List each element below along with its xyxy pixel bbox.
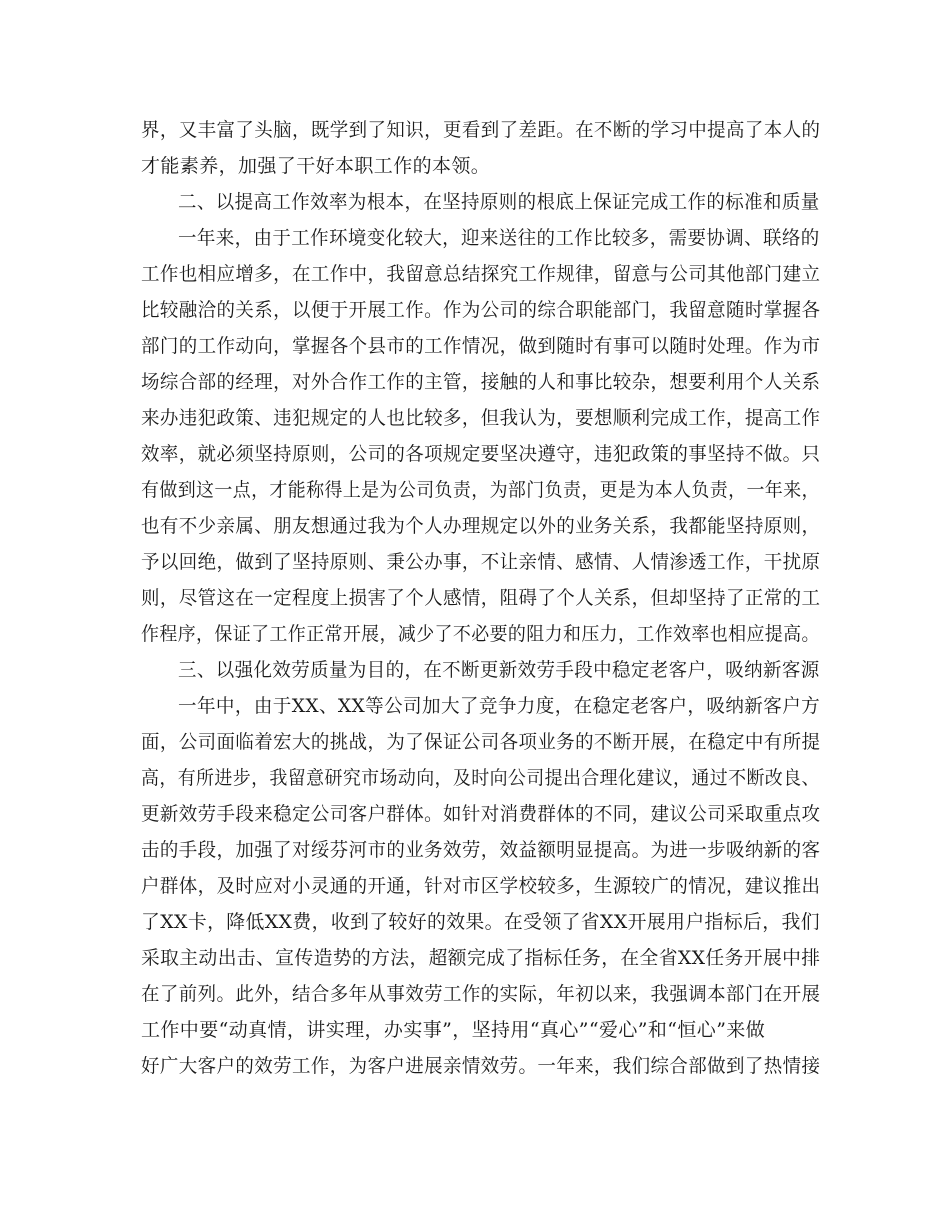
text-line: 采取主动出击、宣传造势的方法，超额完成了指标任务，在全省XX任务开展中排 <box>141 947 821 969</box>
text-line: 予以回绝，做到了坚持原则、秉公办事，不让亲情、感情、人情渗透工作，干扰原 <box>141 551 821 573</box>
text-line: 也有不少亲属、朋友想通过我为个人办理规定以外的业务关系，我都能坚持原则， <box>141 515 821 537</box>
text-line: 比较融洽的关系，以便于开展工作。作为公司的综合职能部门，我留意随时掌握各 <box>141 299 821 321</box>
text-line: 击的手段，加强了对绥芬河市的业务效劳，效益额明显提高。为进一步吸纳新的客 <box>141 839 821 861</box>
section-heading: 三、以强化效劳质量为目的，在不断更新效劳手段中稳定老客户，吸纳新客源 <box>178 659 820 681</box>
text-line: 在了前列。此外，结合多年从事效劳工作的实际，年初以来，我强调本部门在开展 <box>141 983 821 1005</box>
section-heading: 二、以提高工作效率为根本，在坚持原则的根底上保证完成工作的标准和质量 <box>178 191 820 213</box>
text-line: 工作中要“动真情，讲实理，办实事”，坚持用“真心”“爱心”和“恒心”来做 <box>141 1019 766 1041</box>
text-line: 部门的工作动向，掌握各个县市的工作情况，做到随时有事可以随时处理。作为市 <box>141 335 821 357</box>
text-line: 一年来，由于工作环境变化较大，迎来送往的工作比较多，需要协调、联络的 <box>178 227 820 249</box>
text-line: 更新效劳手段来稳定公司客户群体。如针对消费群体的不同，建议公司采取重点攻 <box>141 803 821 825</box>
text-line: 作程序，保证了工作正常开展，减少了不必要的阻力和压力，工作效率也相应提高。 <box>141 623 820 645</box>
text-line: 工作也相应增多，在工作中，我留意总结探究工作规律，留意与公司其他部门建立 <box>141 263 821 285</box>
text-line: 有做到这一点，才能称得上是为公司负责，为部门负责，更是为本人负责，一年来， <box>141 479 820 501</box>
text-line: 界，又丰富了头脑，既学到了知识，更看到了差距。在不断的学习中提高了本人的 <box>141 119 821 141</box>
text-line: 一年中，由于XX、XX等公司加大了竞争力度，在稳定老客户，吸纳新客户方 <box>178 695 821 717</box>
text-line: 则，尽管这在一定程度上损害了个人感情，阻碍了个人关系，但却坚持了正常的工 <box>141 587 821 609</box>
text-line: 了XX卡，降低XX费，收到了较好的效果。在受领了省XX开展用户指标后，我们 <box>141 911 820 933</box>
text-line: 户群体，及时应对小灵通的开通，针对市区学校较多，生源较广的情况，建议推出 <box>141 875 821 897</box>
text-line: 高，有所进步，我留意研究市场动向，及时向公司提出合理化建议，通过不断改良、 <box>141 767 820 789</box>
text-line: 来办违犯政策、违犯规定的人也比较多，但我认为，要想顺利完成工作，提高工作 <box>141 407 821 429</box>
text-line: 才能素养，加强了干好本职工作的本领。 <box>141 155 491 177</box>
text-line: 效率，就必须坚持原则，公司的各项规定要坚决遵守，违犯政策的事坚持不做。只 <box>141 443 821 465</box>
text-line: 面，公司面临着宏大的挑战，为了保证公司各项业务的不断开展，在稳定中有所提 <box>141 731 821 753</box>
text-line: 场综合部的经理，对外合作工作的主管，接触的人和事比较杂，想要利用个人关系 <box>141 371 821 393</box>
text-line: 好广大客户的效劳工作，为客户进展亲情效劳。一年来，我们综合部做到了热情接 <box>141 1055 821 1077</box>
